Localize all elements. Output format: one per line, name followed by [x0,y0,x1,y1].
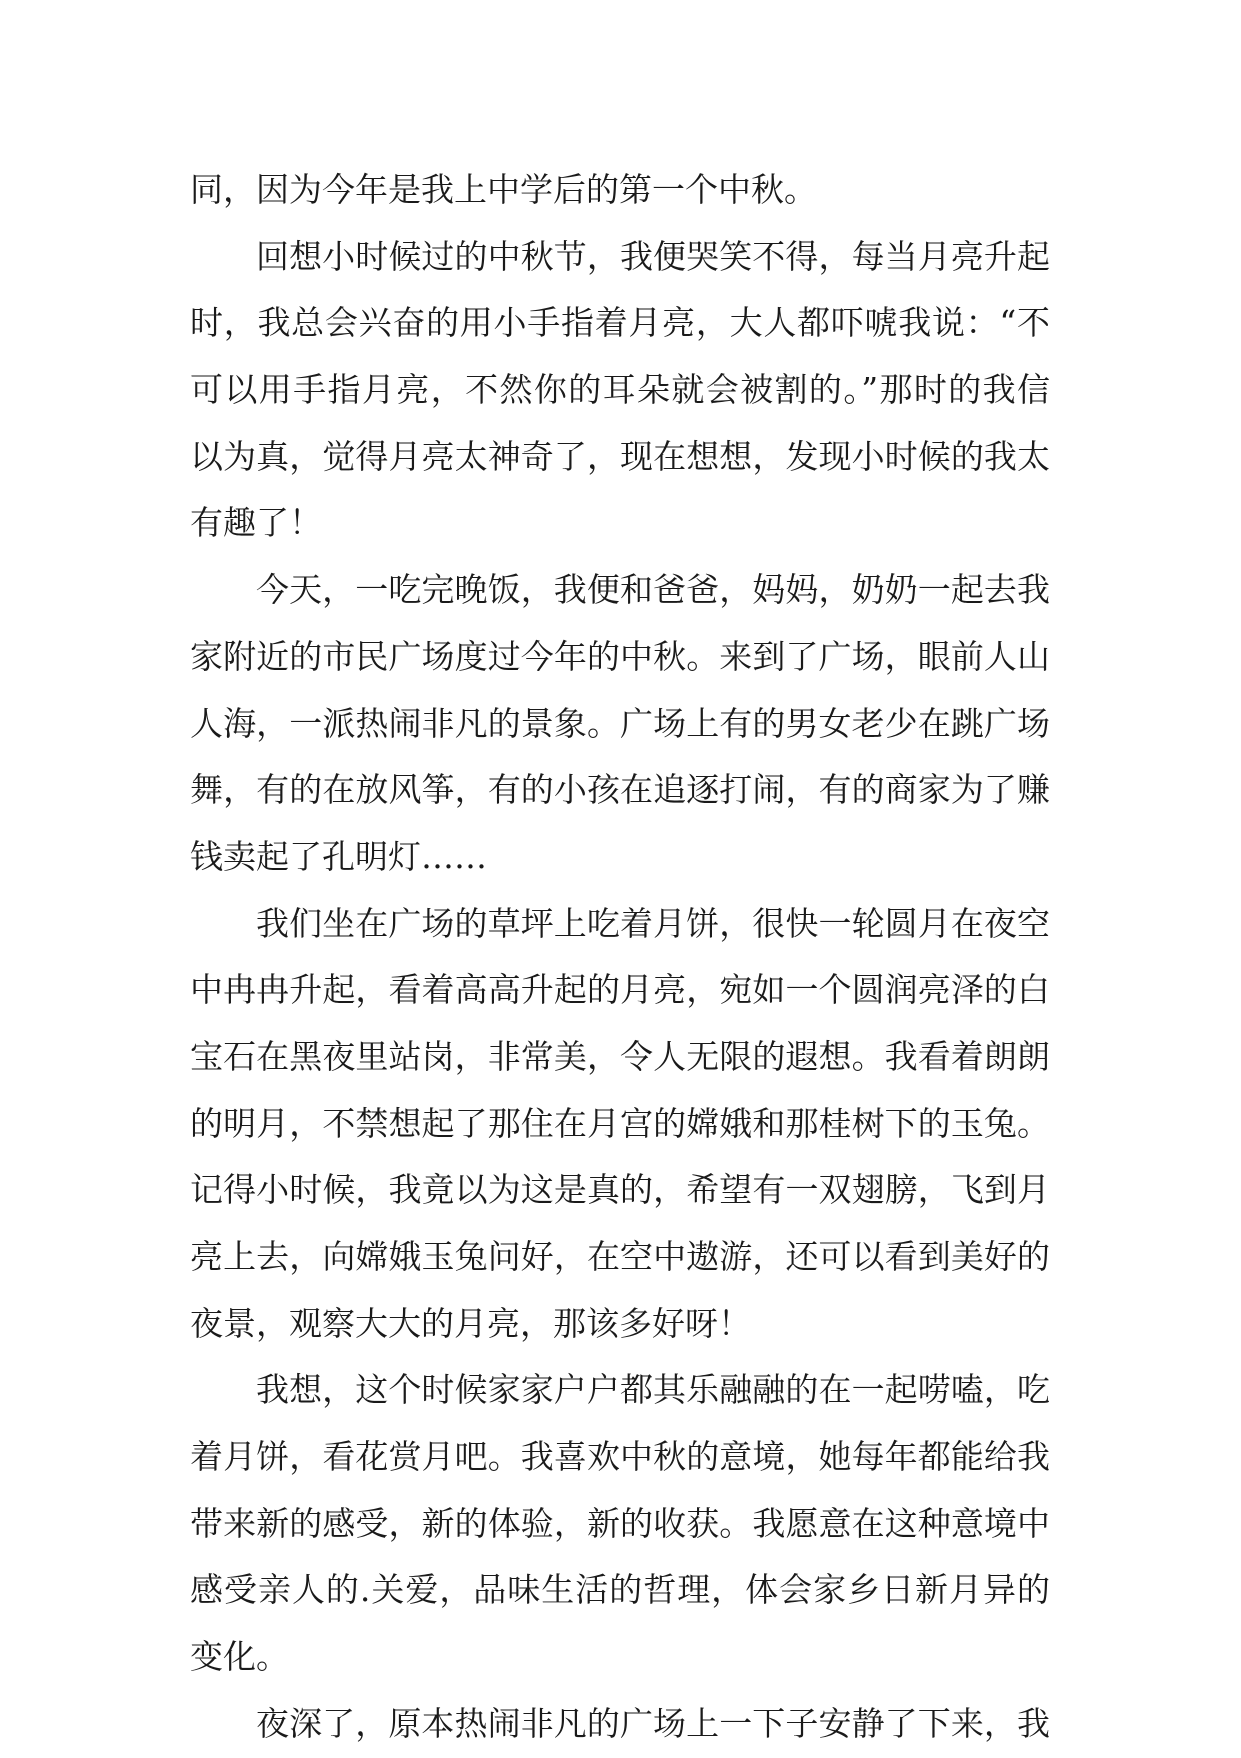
text-line: 记得小时候，我竟以为这是真的，希望有一双翅膀，飞到月 [190,1170,1050,1210]
paragraph-first-line: 我想，这个时候家家户户都其乐融融的在一起唠嗑，吃 [256,1370,1050,1410]
paragraph-first-line: 回想小时候过的中秋节，我便哭笑不得，每当月亮升起 [256,236,1050,276]
text-line: 人海，一派热闹非凡的景象。广场上有的男女老少在跳广场 [190,703,1050,743]
text-line: 感受亲人的.关爱，品味生活的哲理，体会家乡日新月异的 [190,1570,1050,1610]
text-line: 的明月，不禁想起了那住在月宫的嫦娥和那桂树下的玉兔。 [190,1103,1050,1143]
paragraph-first-line: 今天，一吃完晚饭，我便和爸爸，妈妈，奶奶一起去我 [256,570,1050,610]
essay-body [190,157,1050,1758]
paragraph-first-line: 夜深了，原本热闹非凡的广场上一下子安静了下来，我 [256,1703,1050,1743]
text-line: 宝石在黑夜里站岗，非常美，令人无限的遐想。我看着朗朗 [190,1036,1050,1076]
text-line: 以为真，觉得月亮太神奇了，现在想想，发现小时候的我太 [190,436,1050,476]
text-line: 夜景，观察大大的月亮，那该多好呀！ [190,1303,751,1343]
text-line: 同，因为今年是我上中学后的第一个中秋。 [190,170,817,209]
text-line: 舞，有的在放风筝，有的小孩在追逐打闹，有的商家为了赚 [190,770,1050,810]
text-line: 变化。 [190,1637,289,1677]
text-line: 可以用手指月亮，不然你的耳朵就会被割的。”那时的我信 [190,370,1050,410]
text-line: 时，我总会兴奋的用小手指着月亮，大人都吓唬我说：“不 [190,303,1050,343]
text-line: 有趣了！ [190,503,322,543]
paragraph-first-line: 我们坐在广场的草坪上吃着月饼，很快一轮圆月在夜空 [256,903,1050,943]
text-line: 家附近的市民广场度过今年的中秋。来到了广场，眼前人山 [190,636,1050,676]
text-line: 中冉冉升起，看着高高升起的月亮，宛如一个圆润亮泽的白 [190,970,1050,1010]
text-line: 带来新的感受，新的体验，新的收获。我愿意在这种意境中 [190,1503,1050,1543]
text-line: 钱卖起了孔明灯…… [190,836,487,876]
text-line: 亮上去，向嫦娥玉兔问好，在空中遨游，还可以看到美好的 [190,1237,1050,1276]
text-line: 着月饼，看花赏月吧。我喜欢中秋的意境，她每年都能给我 [190,1437,1050,1477]
